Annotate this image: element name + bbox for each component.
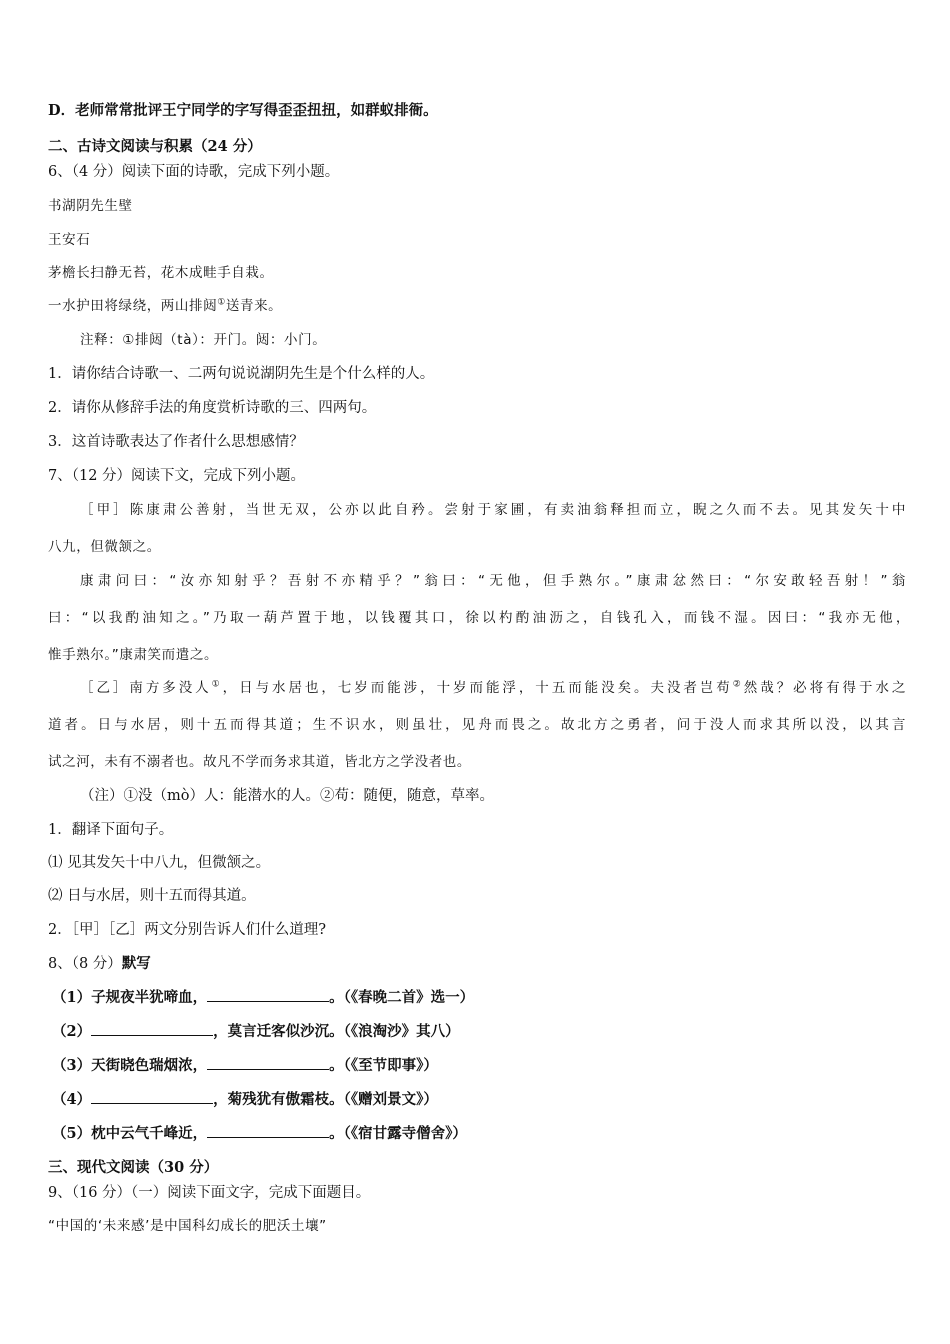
dictation-suffix: 。（《春晚二首》选一） bbox=[329, 989, 475, 1006]
dictation-prefix: （4） bbox=[52, 1091, 92, 1108]
footnote-marker: ① bbox=[211, 679, 223, 690]
poem-line-2 bbox=[48, 296, 282, 316]
dictation-suffix: ，莫言迁客似沙沉。（《浪淘沙》其八） bbox=[213, 1023, 460, 1040]
q7-intro: 7、（12 分）阅读下文，完成下列小题。 bbox=[48, 468, 306, 484]
dictation-prefix: （3）天街晓色瑞烟浓， bbox=[52, 1057, 208, 1074]
passage-yi-line: 道者。日与水居，则十五而得其道；生不识水，则虽壮，见舟而畏之。故北方之勇者，问于没人而求其所以没，以其言 bbox=[48, 717, 906, 733]
poem-line-2-part-a: 一水护田将绿绕，两山排闼 bbox=[48, 298, 218, 314]
q8-intro-label: 8、（8 分） bbox=[48, 956, 122, 972]
article-title: “中国的‘未来感’是中国科幻成长的肥沃土壤” bbox=[48, 1218, 327, 1234]
passage-yi-part: 然哉？必将有得于水之 bbox=[743, 680, 906, 696]
fill-blank[interactable] bbox=[207, 1057, 329, 1070]
section-2-heading: 二、古诗文阅读与积累（24 分） bbox=[48, 138, 262, 155]
dictation-suffix: 。（《至节即事》） bbox=[329, 1057, 438, 1074]
poem-note: 注释：①排闼（tà）：开门。闼：小门。 bbox=[80, 332, 327, 348]
dictation-prefix: （5）枕中云气千峰近， bbox=[52, 1125, 208, 1142]
q7-question-1: 1．翻译下面句子。 bbox=[48, 822, 174, 838]
poem-line-2-part-b: 送青来。 bbox=[225, 298, 283, 314]
passage-note: （注）①没（mò）人：能潜水的人。②苟：随便，随意，草率。 bbox=[80, 788, 494, 804]
fill-blank[interactable] bbox=[207, 989, 329, 1002]
passage-jia-line: 惟手熟尔。”康肃笑而遣之。 bbox=[48, 647, 219, 663]
q8-intro-bold: 默写 bbox=[121, 955, 151, 972]
q6-question-1: 1．请你结合诗歌一、二两句说说湖阴先生是个什么样的人。 bbox=[48, 366, 435, 382]
dictation-suffix: 。（《宿甘露寺僧舍》） bbox=[329, 1125, 467, 1142]
dictation-suffix: ，菊残犹有傲霜枝。（《赠刘景文》） bbox=[213, 1091, 438, 1108]
q7-question-1-1: ⑴ 见其发矢十中八九，但微颔之。 bbox=[48, 855, 271, 871]
poem-author: 王安石 bbox=[48, 232, 91, 248]
q7-question-2: 2．［甲］［乙］两文分别告诉人们什么道理? bbox=[48, 922, 326, 938]
q6-question-2: 2．请你从修辞手法的角度赏析诗歌的三、四两句。 bbox=[48, 400, 377, 416]
q7-question-1-2: ⑵ 日与水居，则十五而得其道。 bbox=[48, 888, 256, 904]
passage-yi-part: ［乙］南方多没人 bbox=[80, 680, 212, 696]
footnote-marker: ① bbox=[217, 297, 226, 308]
dictation-prefix: （2） bbox=[52, 1023, 92, 1040]
dictation-item bbox=[52, 988, 474, 1008]
q9-intro: 9、（16 分）（一）阅读下面文字，完成下面题目。 bbox=[48, 1185, 371, 1201]
passage-yi-part: ，日与水居也，七岁而能涉，十岁而能浮，十五而能没矣。夫没者岂苟 bbox=[222, 680, 733, 696]
fill-blank[interactable] bbox=[91, 1091, 213, 1104]
passage-jia-line: ［甲］陈康肃公善射，当世无双，公亦以此自矜。尝射于家圃，有卖油翁释担而立，睨之久而不去。见其发矢十中 bbox=[80, 502, 906, 518]
q8-intro bbox=[48, 954, 151, 974]
section-3-heading: 三、现代文阅读（30 分） bbox=[48, 1159, 219, 1176]
passage-jia-line: 曰：“以我酌油知之。”乃取一葫芦置于地，以钱覆其口，徐以杓酌油沥之，自钱孔入，而钱不湿。因曰：“我亦无他， bbox=[48, 610, 910, 626]
passage-yi-line: 试之河，未有不溺者也。故凡不学而务求其道，皆北方之学没者也。 bbox=[48, 754, 471, 770]
passage-jia-line: 康肃问曰：“汝亦知射乎？吾射不亦精乎？”翁曰：“无他，但手熟尔。”康肃忿然曰：“尔安敢轻吾射！”翁 bbox=[80, 573, 906, 589]
dictation-item bbox=[52, 1124, 467, 1144]
passage-jia-line: 八九，但微颔之。 bbox=[48, 539, 161, 555]
dictation-item bbox=[52, 1022, 460, 1042]
q6-question-3: 3．这首诗歌表达了作者什么思想感情？ bbox=[48, 434, 304, 450]
footnote-marker: ② bbox=[732, 679, 744, 690]
dictation-item bbox=[52, 1090, 438, 1110]
dictation-item bbox=[52, 1056, 438, 1076]
fill-blank[interactable] bbox=[91, 1023, 213, 1036]
passage-yi-line bbox=[80, 678, 906, 698]
q5-option-d: D．老师常常批评王宁同学的字写得歪歪扭扭，如群蚁排衙。 bbox=[48, 102, 438, 119]
q6-intro: 6、（4 分）阅读下面的诗歌，完成下列小题。 bbox=[48, 164, 340, 180]
fill-blank[interactable] bbox=[207, 1125, 329, 1138]
dictation-prefix: （1）子规夜半犹啼血， bbox=[52, 989, 208, 1006]
poem-line-1: 茅檐长扫静无苔，花木成畦手自栽。 bbox=[48, 265, 274, 281]
poem-title: 书湖阴先生壁 bbox=[48, 198, 133, 214]
